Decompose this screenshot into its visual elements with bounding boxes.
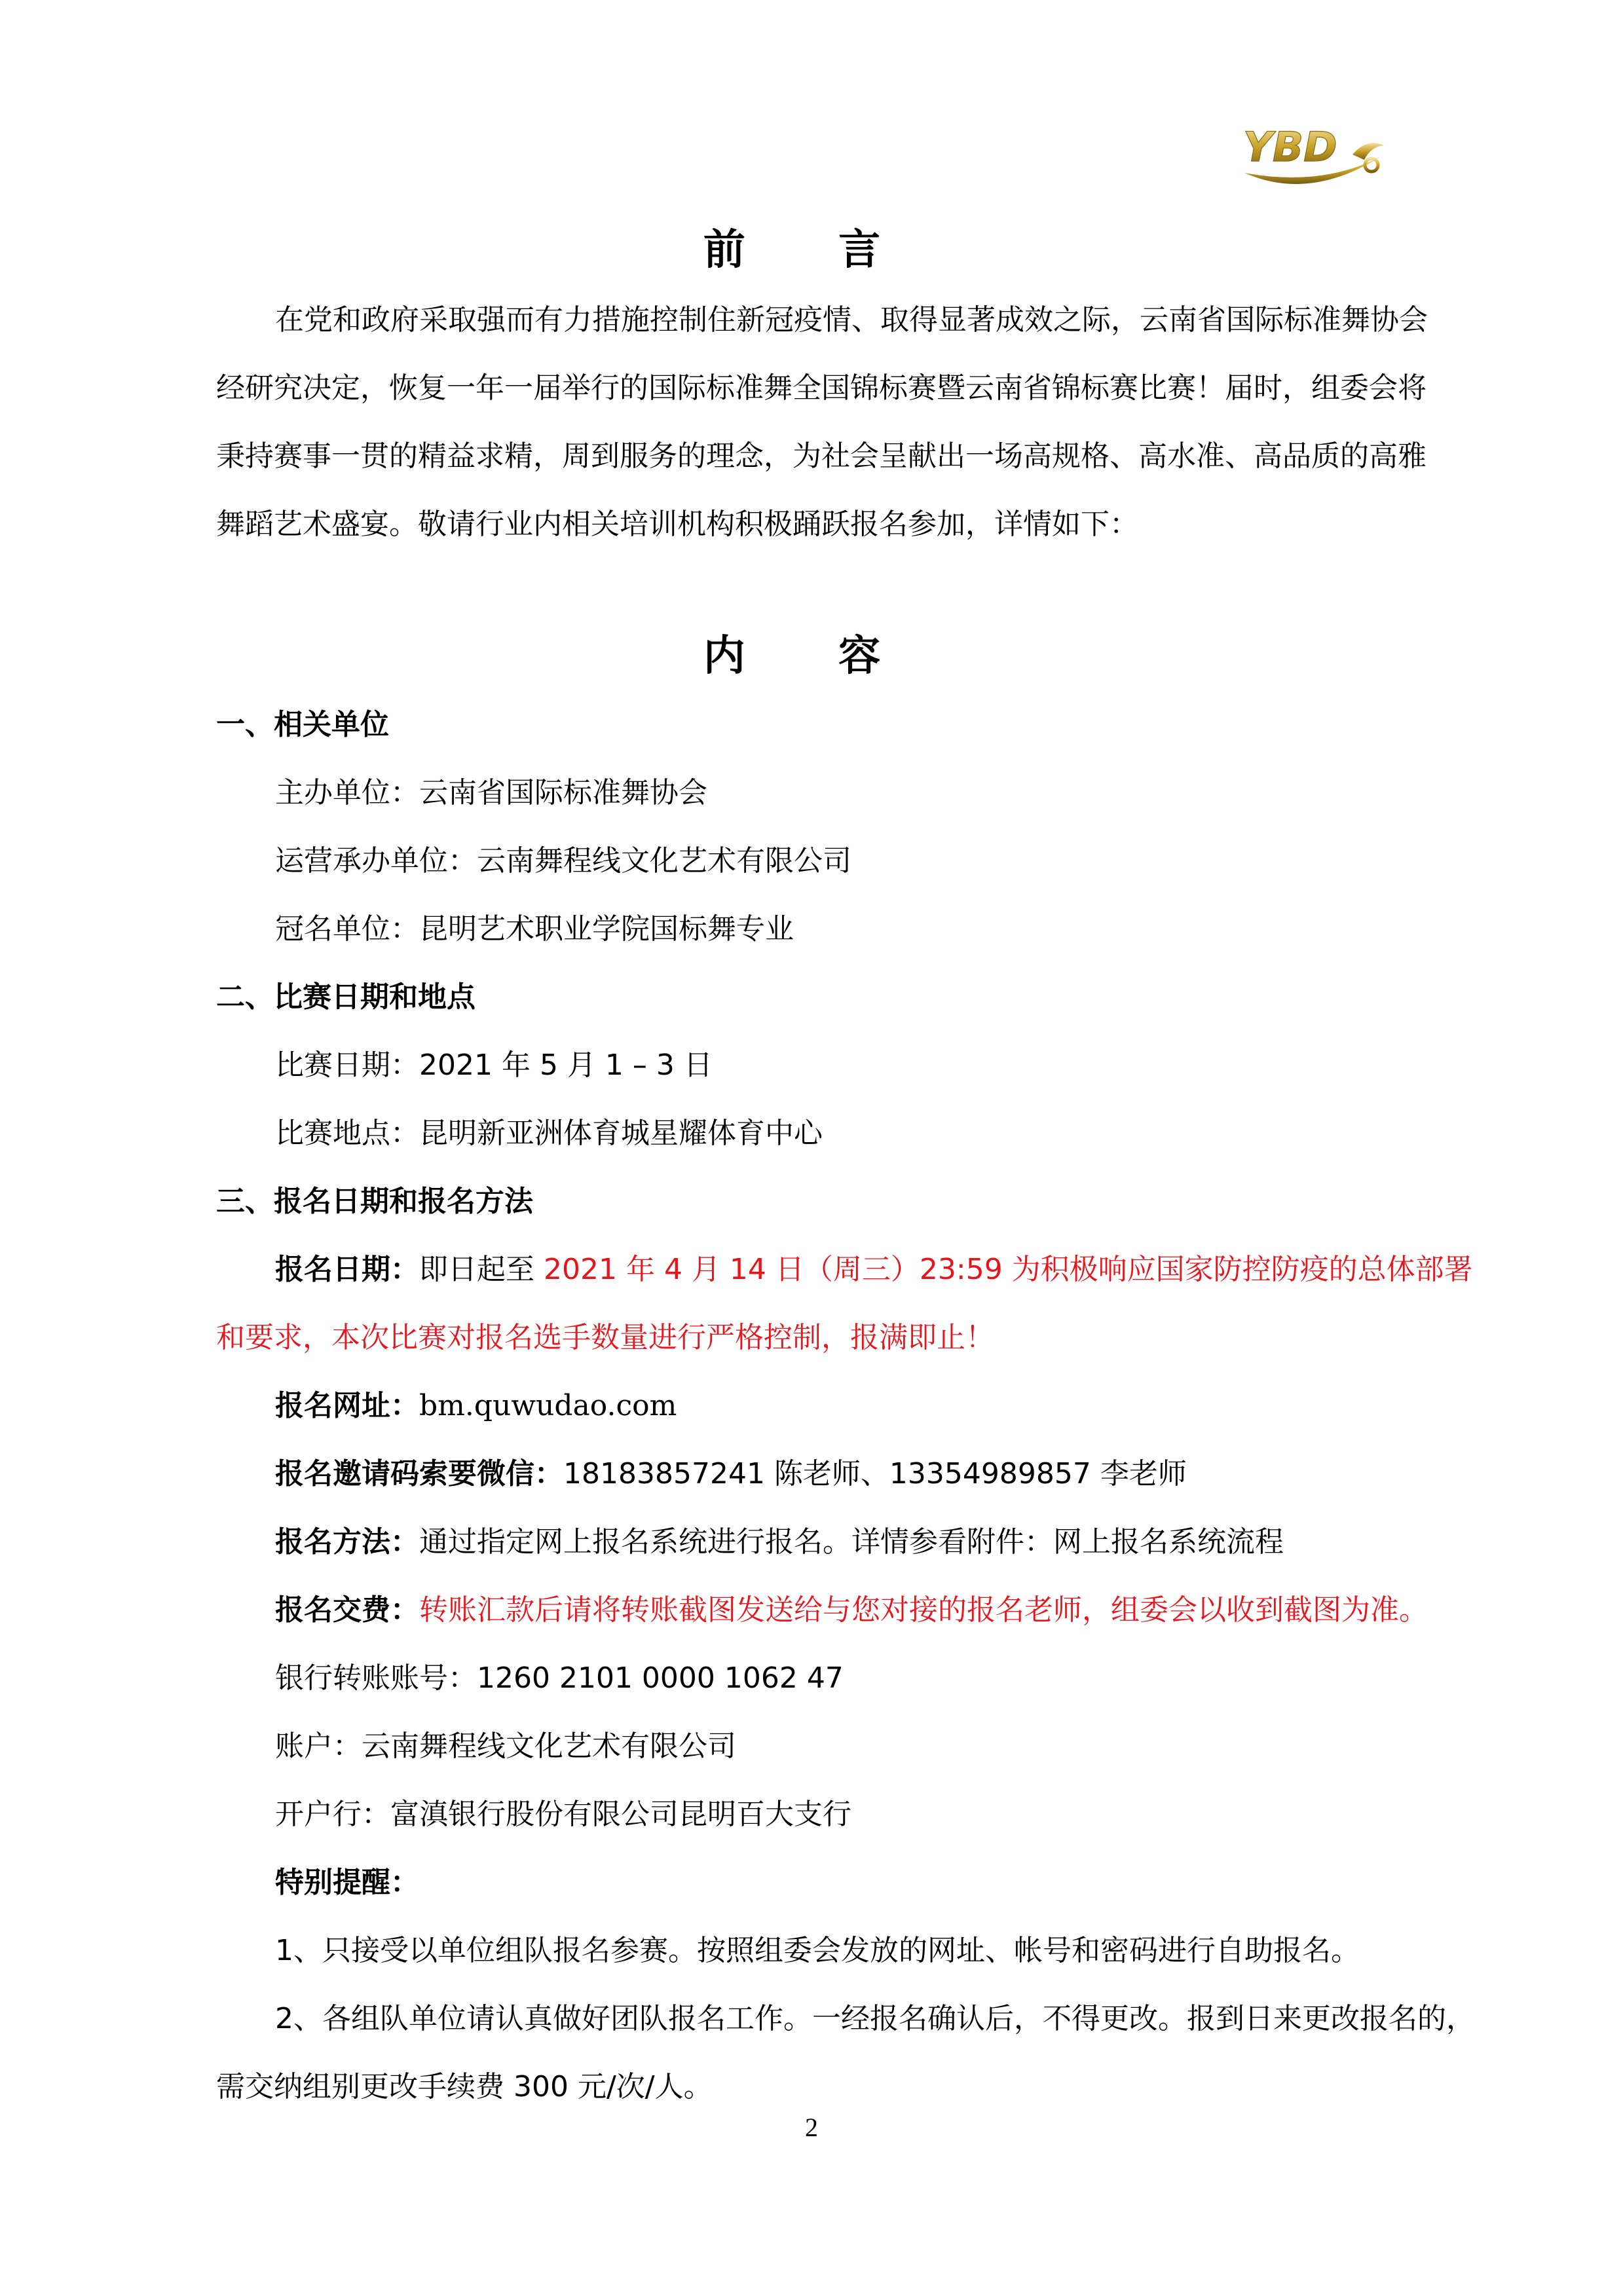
fee-text: 转账汇款后请将转账截图发送给与您对接的报名老师，组委会以收到截图为准。 [419,1593,1428,1627]
reminder-2: 2、各组队单位请认真做好团队报名工作。一经报名确认后，不得更改。报到日来更改报名的， [275,2002,1475,2035]
reminder-2-cont: 需交纳组别更改手续费 300 元/次/人。 [216,2070,713,2103]
page-number: 2 [805,2113,818,2142]
preface-line-4: 舞蹈艺术盛宴。敬请行业内相关培训机构积极踊跃报名参加，详情如下： [216,508,1138,541]
registration-method-row [275,1518,1284,1560]
competition-date: 比赛日期：2021 年 5 月 1 – 3 日 [275,1048,713,1082]
preface-line-3: 秉持赛事一贯的精益求精，周到服务的理念，为社会呈献出一场高规格、高水准、高品质的高雅 [216,439,1427,473]
method-label: 报名方法： [275,1525,419,1559]
registration-url-link[interactable]: bm.quwudao.com [419,1389,677,1422]
url-label: 报名网址： [275,1389,419,1422]
registration-url-row [275,1382,677,1424]
section-3-heading: 三、报名日期和报名方法 [216,1185,533,1218]
content-title: 内 容 [703,632,920,680]
registration-fee-row [275,1586,1428,1628]
preface-line-1: 在党和政府采取强而有力措施控制住新冠疫情、取得显著成效之际，云南省国际标准舞协会 [275,303,1428,337]
deadline-notice: 2021 年 4 月 14 日（周三）23:59 为积极响应国家防控防疫的总体部署 [544,1253,1473,1286]
special-reminder-label: 特别提醒： [275,1866,419,1899]
method-text: 通过指定网上报名系统进行报名。详情参看附件：网上报名系统流程 [419,1525,1284,1559]
competition-venue: 比赛地点：昆明新亚洲体育城星耀体育中心 [275,1117,823,1150]
preface-line-2: 经研究决定，恢复一年一届举行的国际标准舞全国锦标赛暨云南省锦标赛比赛！届时，组委会将 [216,371,1427,405]
registration-deadline [275,1246,1473,1287]
bank-account-number: 银行转账账号：1260 2101 0000 1062 47 [275,1661,844,1695]
sponsor-unit: 冠名单位：昆明艺术职业学院国标舞专业 [275,912,794,946]
bank-branch: 开户行：富滇银行股份有限公司昆明百大支行 [275,1798,851,1831]
account-name: 账户：云南舞程线文化艺术有限公司 [275,1730,736,1763]
host-unit: 主办单位：云南省国际标准舞协会 [275,776,707,809]
section-2-heading: 二、比赛日期和地点 [216,980,476,1014]
fee-label: 报名交费： [275,1593,419,1627]
invite-label: 报名邀请码索要微信： [275,1457,563,1491]
ybd-logo [1231,110,1402,195]
deadline-label: 报名日期： [275,1253,419,1286]
operator-unit: 运营承办单位：云南舞程线文化艺术有限公司 [275,844,851,878]
invite-code-row [275,1450,1187,1492]
preface-title: 前 言 [703,226,920,274]
invite-contacts: 18183857241 陈老师、13354989857 李老师 [563,1457,1187,1491]
deadline-prefix: 即日起至 [419,1253,544,1286]
svg-text:YBD: YBD [1243,123,1337,171]
reminder-1: 1、只接受以单位组队报名参赛。按照组委会发放的网址、帐号和密码进行自助报名。 [275,1934,1360,1967]
deadline-notice-cont: 和要求，本次比赛对报名选手数量进行严格控制，报满即止！ [216,1321,994,1354]
section-1-heading: 一、相关单位 [216,708,389,741]
